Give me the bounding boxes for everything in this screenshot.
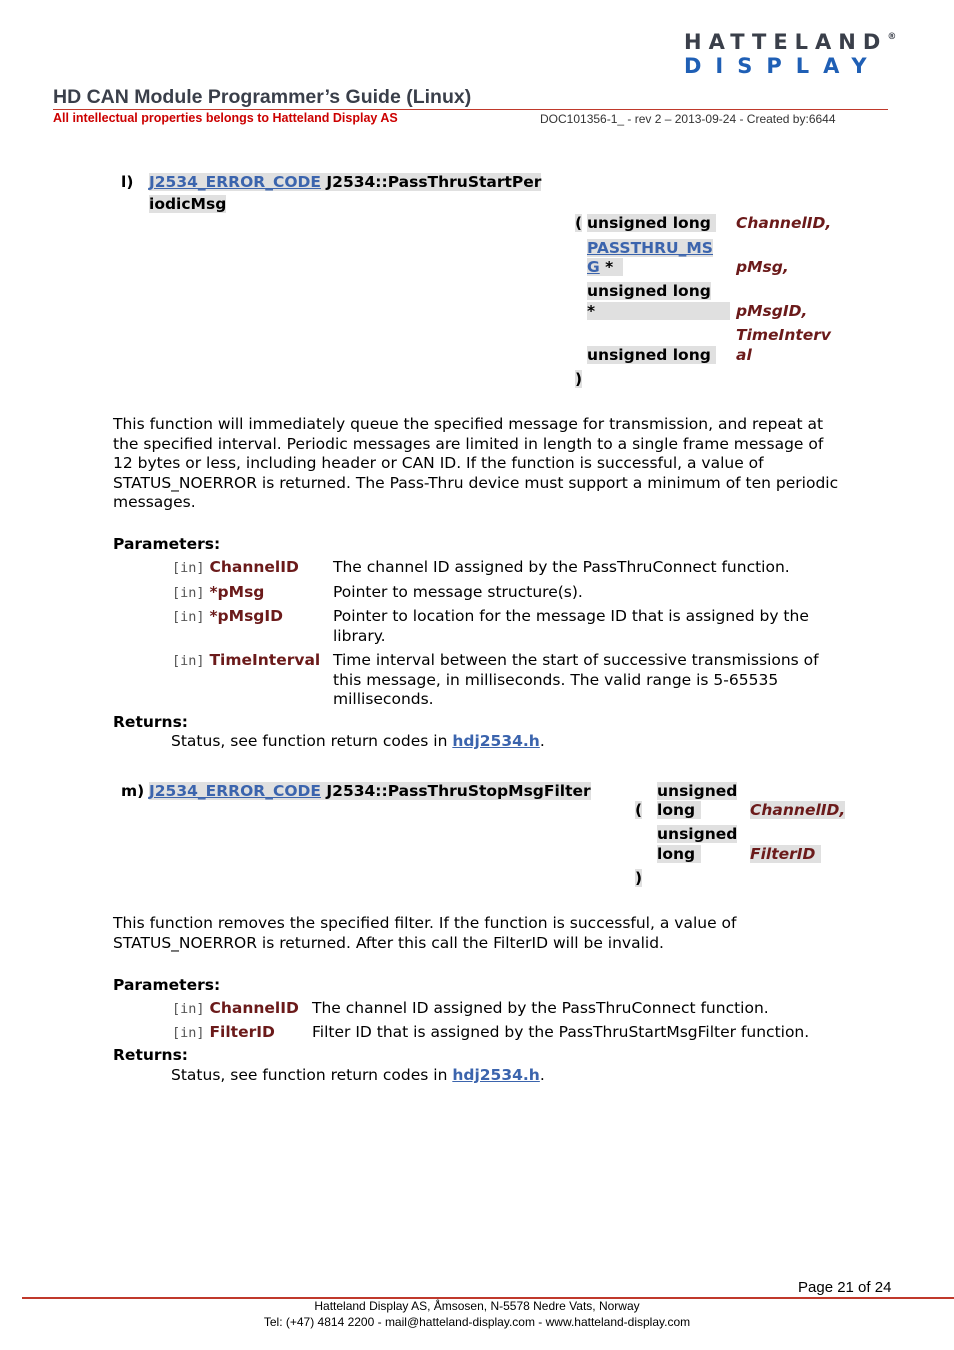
close-paren: ): [575, 370, 583, 388]
param-type-2: unsigned: [657, 825, 738, 843]
param-type-4: unsigned long: [587, 346, 716, 366]
signature-m: [149, 782, 591, 802]
returns-heading: Returns:: [113, 713, 188, 731]
logo-hatteland: HATTELAND®: [684, 30, 897, 54]
parameters-heading: Parameters:: [113, 535, 221, 553]
footer-contact: Tel: (+47) 4814 2200 - mail@hatteland-display.com - www.hatteland-display.com: [263, 1315, 691, 1329]
param-type-1-cont: long: [657, 801, 701, 821]
returns-text: Status, see function return codes in hdj2534.h.: [171, 1066, 545, 1084]
passthru-msg-link-cont[interactable]: G: [587, 258, 600, 276]
param-name-2: pMsg,: [736, 258, 789, 276]
param-desc: Filter ID that is assigned by the PassThruStartMsgFilter function.: [312, 1023, 810, 1041]
close-paren: ): [635, 869, 643, 887]
function-name: J2534::PassThruStartPer: [321, 173, 541, 191]
param-desc: The channel ID assigned by the PassThruConnect function.: [312, 999, 769, 1017]
hdj2534-link[interactable]: hdj2534.h: [452, 1066, 540, 1084]
param-name-2: FilterID: [750, 845, 821, 865]
open-paren: (: [575, 214, 583, 232]
param-name-1: ChannelID,: [736, 214, 832, 232]
open-paren: (: [635, 801, 643, 819]
function-description: This function removes the specified filter. If the function is successful, a value of STATUS_NOERROR is returned. After this call the FilterID will be invalid.: [113, 914, 737, 952]
param-row: [in] *pMsgID: [172, 607, 284, 625]
param-name-4-cont: al: [736, 346, 752, 364]
param-name-1: ChannelID,: [750, 801, 846, 819]
param-desc: Pointer to message structure(s).: [333, 583, 583, 601]
param-type-2: [587, 239, 713, 259]
param-row: [in] ChannelID: [172, 558, 299, 576]
param-type-1: unsigned: [657, 782, 738, 800]
param-row: [in] TimeInterval: [172, 651, 321, 669]
signature-l: [149, 173, 541, 193]
header-rule: [53, 109, 888, 110]
param-name-3: pMsgID,: [736, 302, 808, 320]
document-title: HD CAN Module Programmer’s Guide (Linux): [53, 86, 472, 108]
section-marker-m: m): [121, 782, 145, 800]
logo-display: DISPLAY: [684, 54, 881, 78]
document-reference: DOC101356-1_ - rev 2 – 2013-09-24 - Created by:6644: [540, 112, 836, 126]
param-type-2-cont: long: [657, 845, 701, 865]
param-desc: Pointer to location for the message ID that is assigned by the library.: [333, 607, 809, 645]
param-row: [in] ChannelID: [172, 999, 299, 1017]
param-desc: The channel ID assigned by the PassThruConnect function.: [333, 558, 790, 576]
param-name-4: TimeInterv: [736, 326, 832, 344]
hdj2534-link[interactable]: hdj2534.h: [452, 732, 540, 750]
page-number: Page 21 of 24: [798, 1279, 892, 1296]
param-desc: Time interval between the start of successive transmissions of this message, in milliseconds. The valid range is 5-65535 milliseconds.: [333, 651, 819, 708]
parameters-heading: Parameters:: [113, 976, 221, 994]
return-type-link[interactable]: J2534_ERROR_CODE: [149, 782, 321, 800]
returns-heading: Returns:: [113, 1046, 188, 1064]
param-type-2-cont: G *: [587, 258, 623, 278]
section-marker-l: l): [121, 173, 134, 191]
param-row: [in] FilterID: [172, 1023, 275, 1041]
passthru-msg-link[interactable]: PASSTHRU_MS: [587, 239, 713, 257]
function-name-cont: iodicMsg: [149, 195, 227, 213]
param-type-3: unsigned long: [587, 282, 711, 300]
param-row: [in] *pMsg: [172, 583, 265, 601]
param-type-3-cont: *: [587, 302, 730, 322]
returns-text: Status, see function return codes in hdj2534.h.: [171, 732, 545, 750]
function-description: This function will immediately queue the specified message for transmission, and repeat at the specified interval. Periodic messages are limited in length to a single frame message of 12 bytes or less, including header or CAN ID. If the function is successful, a value of STATUS_NOERROR is returned. The Pass-Thru device must support a minimum of ten periodic messages.: [113, 415, 839, 511]
param-type-1: unsigned long: [587, 214, 716, 234]
ip-notice: All intellectual properties belongs to Hatteland Display AS: [53, 111, 398, 125]
function-name: J2534::PassThruStopMsgFilter: [321, 782, 591, 800]
return-type-link[interactable]: J2534_ERROR_CODE: [149, 173, 321, 191]
footer-address: Hatteland Display AS, Åmsosen, N-5578 Nedre Vats, Norway: [314, 1299, 640, 1313]
